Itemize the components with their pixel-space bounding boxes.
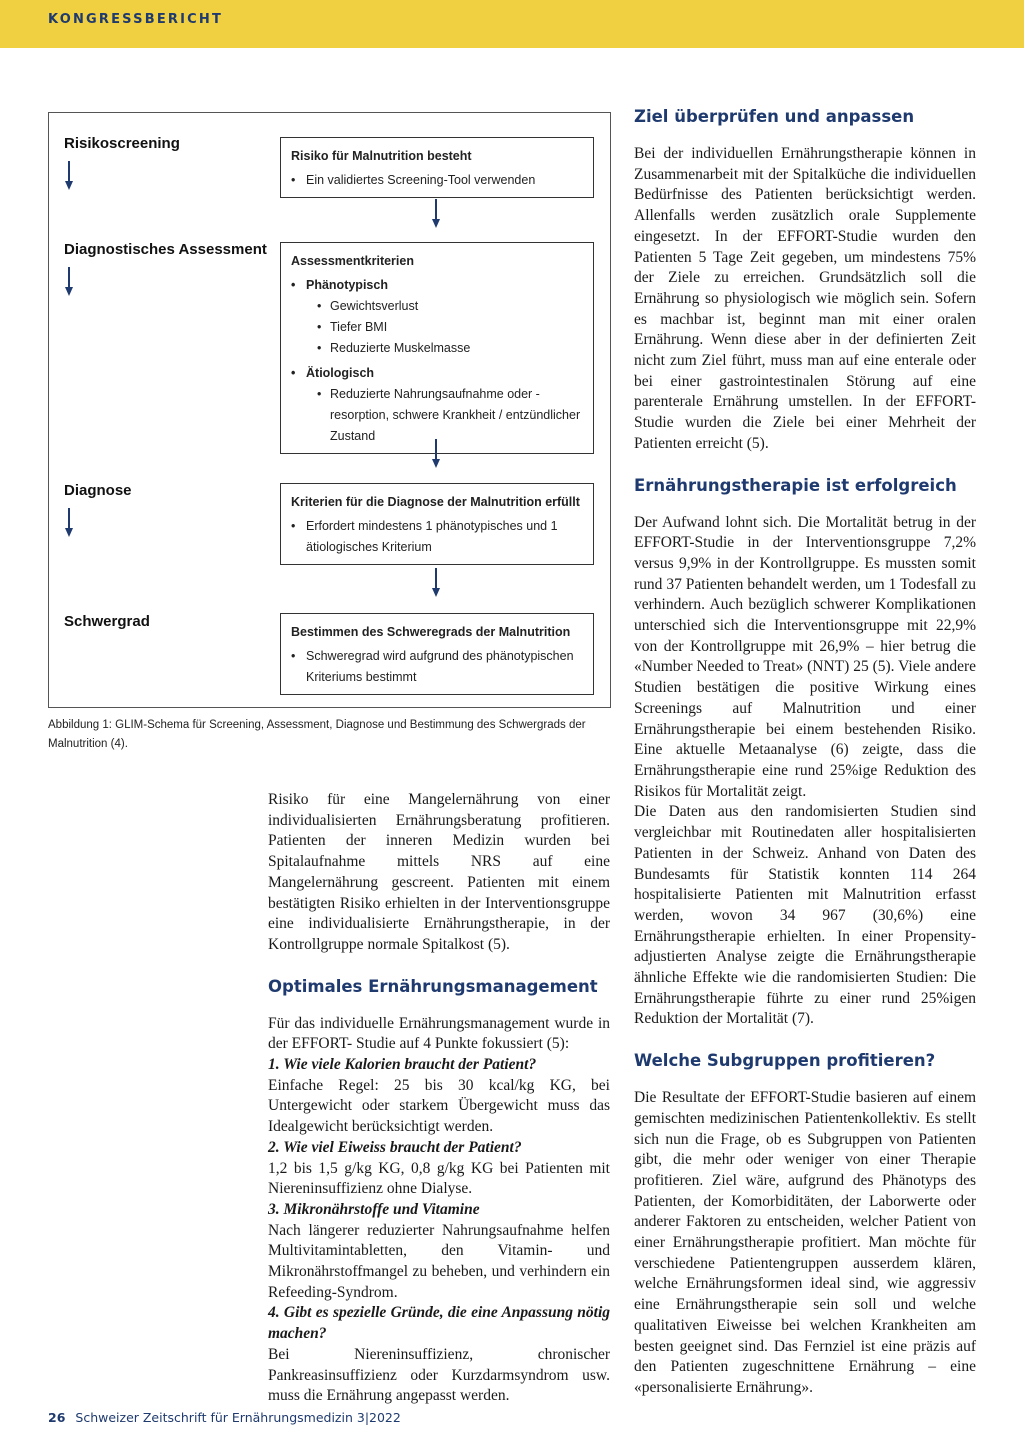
question-heading: 4. Gibt es spezielle Gründe, die eine Anpassung nötig machen? [268, 1304, 610, 1343]
paragraph: Einfache Regel: 25 bis 30 kcal/kg KG, bei Untergewicht oder starkem Übergewicht muss das Idealgewicht berücksichtigt werden. [268, 1076, 610, 1136]
arrow-down-icon [65, 161, 73, 191]
box-diagnosis-item: • Erfordert mindestens 1 phänotypisches und 1 ätiologisches Kriterium [291, 516, 583, 558]
section-heading: Optimales Ernährungsmanagement [268, 976, 598, 996]
question-heading: 2. Wie viel Eiweiss braucht der Patient? [268, 1138, 522, 1156]
page-number: 26 [48, 1410, 66, 1425]
section-heading: Ziel überprüfen und anpassen [634, 107, 915, 126]
box-severity [280, 613, 594, 695]
question-heading: 1. Wie viele Kalorien braucht der Patient? [268, 1056, 537, 1074]
box-severity-title: Bestimmen des Schweregrads der Malnutrition [291, 625, 571, 639]
section-banner [0, 0, 1024, 48]
paragraph: Die Resultate der EFFORT-Studie basieren auf einem gemischten medizinischen Patientenkollektiv. Es stellt sich nun die Frage, ob es Subgruppen von Patienten gibt, die mehr oder weniger von einer Therapie profitieren. Ziel wäre, aufgrund des Phänotyps des Patienten, der Komorbiditäten, der Laborwerte oder anderer Faktoren zu entscheiden, welcher Patient von einer Ernährungstherapie profitiert. Man möchte für verschiedene Patientengruppen ausserdem klären, welche Ernährungsformen ideal sind, wie aggressiv eine Ernährungstherapie sein soll und welche qualitativen Eiweisse bei welchen Krankheiten am besten geeignet sind. Das Fernziel ist eine präzis auf den Patienten zugeschnittene Ernährung – eine «personalisierte Ernährung». [634, 1089, 976, 1396]
arrow-down-icon [432, 568, 440, 598]
stage-label-schwergrad: Schwergrad [64, 613, 150, 630]
stage-label-assessment: Diagnostisches Assessment [64, 241, 267, 258]
criteria-item: • Reduzierte Muskelmasse [291, 338, 583, 359]
journal-title: Schweizer Zeitschrift für Ernährungsmedizin 3|2022 [75, 1410, 401, 1425]
right-column [634, 106, 976, 1399]
arrow-down-icon [65, 267, 73, 297]
glim-figure [48, 112, 611, 708]
criteria-item: • Tiefer BMI [291, 317, 583, 338]
paragraph: Die Daten aus den randomisierten Studien sind vergleichbar mit Routinedaten aller hospitalisierten Patienten in der Schweiz. Anhand von Daten des Bundesamts für Statistik konnten 114 264 hospitalisierte Patienten mit Malnutrition erfasst werden, wovon 34 967 (30,6%) eine Ernährungstherapie erhielten. In einer Propensity-adjustierten Analyse zeigte die Ernährungstherapie ähnliche Effekte wie die randomisierten Studien: Die Ernährungstherapie führte zu einer rund 25%igen Reduktion der Mortalität (7). [634, 803, 976, 1028]
left-column [268, 790, 610, 1407]
criteria-item: • Gewichtsverlust [291, 296, 583, 317]
box-diagnosis-title: Kriterien für die Diagnose der Malnutrition erfüllt [291, 495, 580, 509]
arrow-down-icon [65, 508, 73, 538]
paragraph: Bei Niereninsuffizienz, chronischer Pankreasinsuffizienz oder Kurzdarmsyndrom usw. muss die Ernährung angepasst werden. [268, 1345, 610, 1405]
figure-caption: Abbildung 1: GLIM-Schema für Screening, Assessment, Diagnose und Bestimmung des Schwergrads der Malnutrition (4). [48, 719, 586, 750]
paragraph: Bei der individuellen Ernährungstherapie können in Zusammenarbeit mit der Spitalküche die individuellen Bedürfnisse des Patienten berücksichtigt werden. Allenfalls werden zusätzlich orale Supplemente eingesetzt. In der EFFORT-Studie wurden den Patienten 5 Tage Zeit gegeben, um mindestens 75% der Ziele zu erreichen. Grundsätzlich soll die Ernährung so physiologisch wie möglich sein. Sofern es machbar ist, beginnt man mit einer oralen Ernährung. Wenn diese aber in der definierten Zeit nicht zum Ziel führt, muss man auf eine enterale oder bei einer gastrointestinalen Störung auf eine parenterale Ernährung umstellen. In der EFFORT-Studie wurden die Ziele bei einer Mehrheit der Patienten erreicht (5). [634, 145, 976, 452]
criteria-item: • Reduzierte Nahrungsaufnahme oder -resorption, schwere Krankheit / entzündlicher Zustand [291, 384, 583, 447]
box-risk-item: • Ein validiertes Screening-Tool verwenden [291, 170, 583, 191]
section-heading: Welche Subgruppen profitieren? [634, 1051, 936, 1071]
box-assessment [280, 242, 594, 454]
section-label: KONGRESSBERICHT [48, 12, 224, 27]
section-heading: Ernährungstherapie ist erfolgreich [634, 475, 957, 495]
criteria-group-etiologic: • Ätiologisch [291, 363, 583, 384]
arrow-down-icon [432, 199, 440, 229]
box-assessment-title: Assessmentkriterien [291, 254, 414, 268]
stage-label-diagnose: Diagnose [64, 482, 132, 499]
paragraph: Der Aufwand lohnt sich. Die Mortalität betrug in der EFFORT-Studie in der Interventionsgruppe 7,2% versus 9,9% in der Kontrollgruppe. Es mussten somit rund 37 Patienten behandelt werden, um 1 Todesfall zu verhindern. Auch bezüglich schwerer Komplikationen unterschied sich die Interventionsgruppe mit 22,9% von der Kontrollgruppe mit 26,9% – hier betrug die «Number Needed to Treat» (NNT) 25 (5). Viele andere Studien bestätigen die positive Wirkung eines Screenings auf Malnutrition und einer Ernährungstherapie bei einem bestehenden Risiko. Eine aktuelle Metaanalyse (6) zeigte, dass die Ernährungstherapie eine rund 25%ige Reduktion des Risikos für Mortalität zeigt. [634, 513, 976, 800]
paragraph: Für das individuelle Ernährungsmanagement wurde in der EFFORT- Studie auf 4 Punkte fokussiert (5): [268, 1014, 610, 1053]
paragraph: Risiko für eine Mangelernährung von einer individualisierten Ernährungsberatung profitieren. Patienten der inneren Medizin wurden bei Spitalaufnahme mittels NRS auf eine Mangelernährung gescreent. Patienten mit einem bestätigten Risiko erhielten in der Interventionsgruppe eine individualisierte Ernährungstherapie, in der Kontrollgruppe normale Spitalkost (5). [268, 791, 610, 953]
paragraph: 1,2 bis 1,5 g/kg KG, 0,8 g/kg KG bei Patienten mit Niereninsuffizienz ohne Dialyse. [268, 1159, 610, 1198]
page-footer [48, 1410, 401, 1425]
arrow-down-icon [432, 439, 440, 469]
box-severity-item: • Schweregrad wird aufgrund des phänotypischen Kriteriums bestimmt [291, 646, 583, 688]
paragraph: Nach längerer reduzierter Nahrungsaufnahme helfen Multivitamintabletten, den Vitamin- und Mikronährstoffmangel zu beheben, und verhindern ein Refeeding-Syndrom. [268, 1221, 610, 1301]
question-heading: 3. Mikronährstoffe und Vitamine [268, 1200, 480, 1218]
criteria-group-phenotypic: • Phänotypisch [291, 275, 583, 296]
box-risk-title: Risiko für Malnutrition besteht [291, 149, 472, 163]
stage-label-screening: Risikoscreening [64, 135, 180, 152]
box-risk [280, 137, 594, 198]
box-diagnosis [280, 483, 594, 565]
